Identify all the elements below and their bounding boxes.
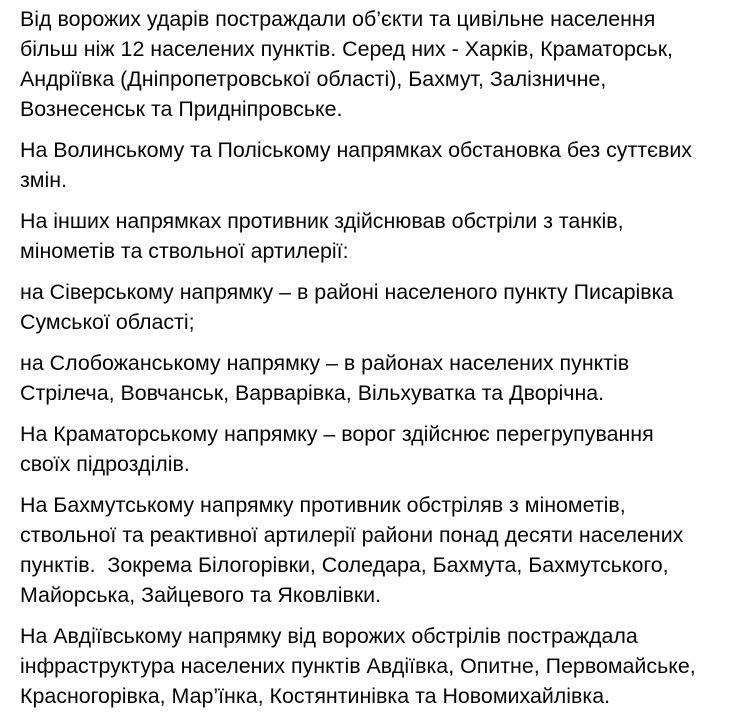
paragraph-strike-damage — [20, 4, 735, 124]
paragraph-siverskyi — [20, 277, 735, 337]
text-line: пунктів. Зокрема Білогорівки, Соледара, Бахмута, Бахмутського, — [20, 553, 669, 577]
text-line: змін. — [20, 168, 68, 192]
text-line: Сумської області; — [20, 310, 195, 334]
text-line: Андріївка (Дніпропетровської області), Бахмут, Залізничне, — [20, 67, 607, 91]
paragraph-kramatorskyi — [20, 419, 735, 479]
text-line: на Слобожанському напрямку – в районах населених пунктів — [20, 351, 630, 375]
paragraph-other-directions — [20, 206, 735, 266]
text-line: інфраструктура населених пунктів Авдіївка, Опитне, Первомайське, — [20, 654, 696, 678]
text-line: На Волинському та Поліському напрямках обстановка без суттєвих — [20, 138, 692, 162]
text-line: Майорська, Зайцевого та Яковлівки. — [20, 583, 382, 607]
text-line: На Авдіївському напрямку від ворожих обстрілів постраждала — [20, 624, 638, 648]
text-line: Красногорівка, Мар’їнка, Костянтинівка та Новомихайлівка. — [20, 684, 611, 708]
text-line: на Сіверському напрямку – в районі населеного пункту Писарівка — [20, 280, 674, 304]
text-line: Вознесенськ та Придніпровське. — [20, 97, 343, 121]
paragraph-bakhmutskyi — [20, 490, 735, 610]
text-line: своїх підрозділів. — [20, 452, 190, 476]
paragraph-avdiivskyi — [20, 621, 735, 711]
text-line: На Краматорському напрямку – ворог здійснює перегрупування — [20, 422, 654, 446]
text-line: Стрілеча, Вовчанськ, Варварівка, Вільхуватка та Дворічна. — [20, 381, 605, 405]
text-line: ствольної та реактивної артилерії райони понад десяти населених — [20, 523, 684, 547]
text-line: На Бахмутському напрямку противник обстріляв з мінометів, — [20, 493, 626, 517]
text-line: Від ворожих ударів постраждали об’єкти та цивільне населення — [20, 7, 656, 31]
text-line: мінометів та ствольної артилерії: — [20, 239, 349, 263]
text-line: На інших напрямках противник здійснював обстріли з танків, — [20, 209, 624, 233]
paragraph-slobozhanskyi — [20, 348, 735, 408]
text-line: більш ніж 12 населених пунктів. Серед них - Харків, Краматорськ, — [20, 37, 673, 61]
post-body — [20, 4, 735, 722]
paragraph-volyn-polissia — [20, 135, 735, 195]
